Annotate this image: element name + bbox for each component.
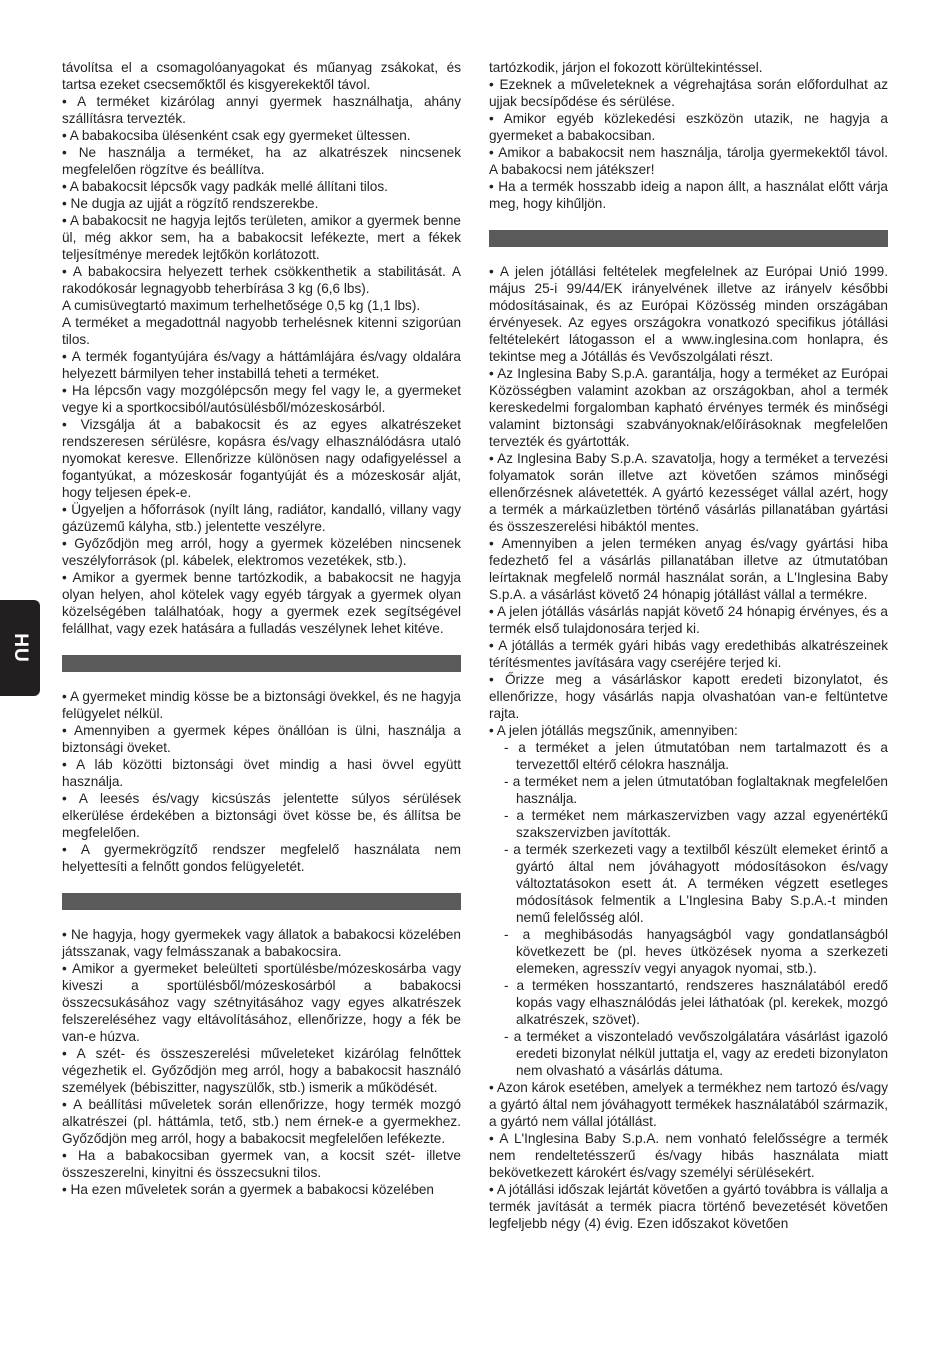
usage-section	[62, 926, 461, 1198]
paragraph: • Ha a babakocsiban gyermek van, a kocsit szét- illetve összeszerelni, kinyitni és összecsukni tilos.	[62, 1148, 461, 1180]
paragraph: • Az Inglesina Baby S.p.A. garantálja, hogy a terméket az Európai Közösségben valamint azokban az országokban, ahol a termék kereskedelmi forgalomban kapható érvényes termék és minőségi valamint biztonsági szabványoknak/előírásoknak megfelelően tervezték és gyártották.	[489, 366, 888, 449]
paragraph: A terméket a megadottnál nagyobb terhelésnek kitenni szigorúan tilos.	[62, 315, 461, 347]
right-intro-section	[489, 59, 888, 212]
paragraph: • A leesés és/vagy kicsúszás jelentette súlyos sérülések elkerülése érdekében a biztonsági övet kösse be, és állítsa be megfelelően.	[62, 791, 461, 840]
section-header-bar	[62, 655, 461, 672]
paragraph: • A jelen jótállás vásárlás napját követő 24 hónapig érvényes, és a termék első tulajdonosára terjed ki.	[489, 604, 888, 636]
language-tab	[0, 600, 40, 696]
paragraph: • Ne dugja az ujját a rögzítő rendszerekbe.	[62, 196, 319, 211]
safety-belt-section	[62, 688, 461, 875]
language-label: HU	[10, 633, 31, 663]
list-item: - a terméket a jelen útmutatóban nem tartalmazott és a tervezettől eltérő célokra használja.	[504, 740, 888, 772]
paragraph: • Ha ezen műveletek során a gyermek a babakocsi közelében	[62, 1182, 434, 1197]
paragraph: • A jelen jótállás megszűnik, amennyiben:	[489, 723, 738, 738]
paragraph: • A láb közötti biztonsági övet mindig a hasi övvel együtt használja.	[62, 757, 461, 789]
paragraph: • Amikor a babakocsit nem használja, tárolja gyermekektől távol. A babakocsi nem játékszer!	[489, 145, 888, 177]
warranty-section	[489, 263, 888, 1232]
paragraph: • A jótállási időszak lejártát követően a gyártó továbbra is vállalja a termék javítását a termék piacra történő bevezetését követően legfeljebb négy (4) évig. Ezen időszakot követően	[489, 1182, 888, 1231]
paragraph: • A beállítási műveletek során ellenőrizze, hogy termék mozgó alkatrészei (pl. háttámla, tető, stb.) nem érnek-e a gyermekhez. Győződjön meg arról, hogy a babakocsit megfelelően lefékezte.	[62, 1097, 461, 1146]
paragraph: • A terméket kizárólag annyi gyermek használhatja, ahány szállításra tervezték.	[62, 94, 461, 126]
paragraph: • Ha a termék hosszabb ideig a napon állt, a használat előtt várja meg, hogy kihűljön.	[489, 179, 888, 211]
paragraph: • A gyermekrögzítő rendszer megfelelő használata nem helyettesíti a felnőtt gondos felügyeletét.	[62, 842, 461, 874]
paragraph: • Amennyiben a jelen terméken anyag és/vagy gyártási hiba fedezhető fel a vásárlás pillanatában illetve az útmutatóban leírtaknak megfelelő normál használat során, a L'Inglesina Baby S.p.A. a vásárlást követő 24 hónapig jótállást vállal a termékre.	[489, 536, 888, 602]
paragraph: • Ügyeljen a hőforrások (nyílt láng, radiátor, kandalló, villany vagy gázüzemű kályha, stb.) jelentette veszélyre.	[62, 502, 461, 534]
paragraph: • A babakocsit lépcsők vagy padkák mellé állítani tilos.	[62, 179, 388, 194]
right-column	[489, 59, 888, 1232]
list-item: - a terméken hosszantartó, rendszeres használatából eredő kopás vagy elhasználódás jelei láthatóak (pl. kerekek, mozgó alkatrészek, szövet).	[504, 978, 888, 1027]
paragraph: • A babakocsit ne hagyja lejtős területen, amikor a gyermek benne ül, még akkor sem, ha a babakocsit lefékezte, mert a fékek teljesítménye meredek lejtőkön korlátozott.	[62, 213, 461, 262]
section-header-bar	[489, 230, 888, 247]
paragraph: • A jelen jótállási feltételek megfelelnek az Európai Unió 1999. május 25-i 99/44/EK irányelvének illetve az irányelv későbbi módosításainak, és az Európai Közösség minden országában érvényesek. Az egyes országokra vonatkozó specifikus jótállási feltételekért látogasson el a www.inglesina.com honlapra, és tekintse meg a Jótállás és Vevőszolgálati részt.	[489, 264, 888, 364]
paragraph: • Amennyiben a gyermek képes önállóan is ülni, használja a biztonsági öveket.	[62, 723, 461, 755]
section-header-bar	[62, 893, 461, 910]
paragraph: • A L'Inglesina Baby S.p.A. nem vonható felelősségre a termék nem rendeltetésszerű és/vagy hibás használata miatt bekövetkezett károkért és/vagy személyi sérülésekért.	[489, 1131, 888, 1180]
paragraph: • Ezeknek a műveleteknek a végrehajtása során előfordulhat az ujjak becsípődése és sérülése.	[489, 77, 888, 109]
paragraph: tartózkodik, járjon el fokozott körültekintéssel.	[489, 60, 763, 75]
paragraph: • Az Inglesina Baby S.p.A. szavatolja, hogy a terméket a tervezési folyamatok során illetve azt követően számos minőségi ellenőrzésnek alávetették. A gyártó kezességet vállal azért, hogy a termék a márkaüzletben történő vásárlás pillanatában gyártási és összeszerelési hibáktól mentes.	[489, 451, 888, 534]
paragraph: távolítsa el a csomagolóanyagokat és műanyag zsákokat, és tartsa ezeket csecsemőktől és kisgyerekektől távol.	[62, 60, 461, 92]
list-item: - a termék szerkezeti vagy a textilből készült elemeket érintő a gyártó által nem jóváhagyott módosításokon és/vagy változtatásokon esett át. A terméken végzett esetleges módosítások felmentik a L'Inglesina Baby S.p.A.-t minden nemű felelősség alól.	[504, 842, 888, 925]
list-item: - a terméket nem a jelen útmutatóban foglaltaknak megfelelően használja.	[504, 774, 888, 806]
paragraph: • A babakocsiba ülésenként csak egy gyermeket ültessen.	[62, 128, 411, 143]
paragraph: • A termék fogantyújára és/vagy a háttámlájára és/vagy oldalára helyezett bármilyen teher instabillá teheti a terméket.	[62, 349, 461, 381]
left-intro-section	[62, 59, 461, 637]
paragraph: A cumisüvegtartó maximum terhelhetősége 0,5 kg (1,1 lbs).	[62, 298, 421, 313]
paragraph: • A szét- és összeszerelési műveleteket kizárólag felnőttek végezhetik el. Győződjön meg arról, hogy a babakocsit használó személyek (bébiszitter, nagyszülők, stb.) ismerik a működését.	[62, 1046, 461, 1095]
list-item: - a terméket nem márkaszervizben vagy azzal egyenértékű szakszervizben javították.	[504, 808, 888, 840]
paragraph: • Vizsgálja át a babakocsit és az egyes alkatrészeket rendszeresen sérülésre, kopásra és/vagy elhasználódásra utaló nyomokat keresve. Ellenőrizze különösen nagy odafigyeléssel a fogantyúkat, a mózeskosár fogantyúját és a mózeskosár alját, hogy teljesen épek-e.	[62, 417, 461, 500]
paragraph: • Amikor a gyermek benne tartózkodik, a babakocsit ne hagyja olyan helyen, ahol kötelek vagy egyéb tárgyak a gyermek olyan közelségében találhatóak, hogy a gyermek ezek segítségével felállhat, vagy ezek hatására a fulladás veszélynek lehet kitéve.	[62, 570, 461, 636]
paragraph: • Azon károk esetében, amelyek a termékhez nem tartozó és/vagy a gyártó által nem jóváhagyott termékek használatából származik, a gyártó nem vállal jótállást.	[489, 1080, 888, 1129]
list-item: - a meghibásodás hanyagságból vagy gondatlanságból következett be (pl. heves ütközések nyoma a szerkezeti elemeken, agresszív vegyi anyagok nyomai, stb.).	[504, 927, 888, 976]
paragraph: • Amikor a gyermeket beleülteti sportülésbe/mózeskosárba vagy kiveszi a sportülésből/mózeskosárból a babakocsi összecsukásához vagy szétnyitásához vagy egyes alkatrészek felszereléséhez vagy eltávolításához, ellenőrizze, hogy a fék be van-e húzva.	[62, 961, 461, 1044]
paragraph: • Őrizze meg a vásárláskor kapott eredeti bizonylatot, és ellenőrizze, hogy vásárlás napja olvashatóan van-e feltüntetve rajta.	[489, 672, 888, 721]
paragraph: • Ne használja a terméket, ha az alkatrészek nincsenek megfelelően rögzítve és beállítva.	[62, 145, 461, 177]
paragraph: • Ha lépcsőn vagy mozgólépcsőn megy fel vagy le, a gyermeket vegye ki a sportkocsiból/autósülésből/mózeskosárból.	[62, 383, 461, 415]
paragraph: • Ne hagyja, hogy gyermekek vagy állatok a babakocsi közelében játsszanak, vagy felmásszanak a babakocsira.	[62, 927, 461, 959]
paragraph: • A jótállás a termék gyári hibás vagy eredethibás alkatrészeinek térítésmentes javítására vagy cseréjére terjed ki.	[489, 638, 888, 670]
paragraph: • A gyermeket mindig kösse be a biztonsági övekkel, és ne hagyja felügyelet nélkül.	[62, 689, 461, 721]
paragraph: • Amikor egyéb közlekedési eszközön utazik, ne hagyja a gyermeket a babakocsiban.	[489, 111, 888, 143]
paragraph: • A babakocsira helyezett terhek csökkenthetik a stabilitását. A rakodókosár legnagyobb teherbírása 3 kg (6,6 lbs).	[62, 264, 461, 296]
paragraph: • Győződjön meg arról, hogy a gyermek közelében nincsenek veszélyforrások (pl. kábelek, elektromos vezetékek, stb.).	[62, 536, 461, 568]
left-column	[62, 59, 461, 1198]
list-item: - a terméket a viszonteladó vevőszolgálatára vásárlást igazoló eredeti bizonylat nélkül juttatja el, vagy az eredeti bizonylaton nem olvasható a vásárlás dátuma.	[504, 1029, 888, 1078]
